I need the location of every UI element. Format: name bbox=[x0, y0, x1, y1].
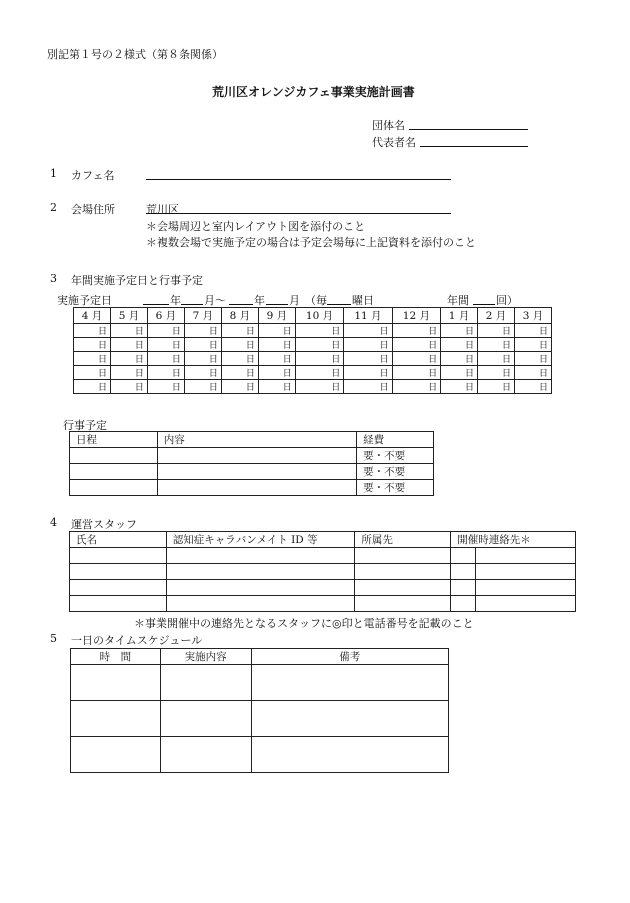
day-cell[interactable]: 日 bbox=[392, 324, 440, 338]
day-cell[interactable]: 日 bbox=[184, 380, 221, 394]
content-cell[interactable] bbox=[160, 701, 251, 737]
day-cell[interactable]: 日 bbox=[74, 324, 111, 338]
staff-cell[interactable] bbox=[476, 548, 576, 564]
staff-cell[interactable] bbox=[355, 596, 451, 612]
venue-address-value: 荒川区 bbox=[146, 203, 179, 216]
table-row bbox=[70, 596, 576, 612]
every-label: （毎 bbox=[305, 294, 327, 307]
day-cell[interactable]: 日 bbox=[441, 338, 478, 352]
day-cell[interactable]: 日 bbox=[221, 324, 258, 338]
staff-header-affiliation: 所属先 bbox=[355, 532, 451, 548]
venue-note-2: ＊複数会場で実施予定の場合は予定会場毎に上記資料を添付のこと bbox=[146, 236, 476, 249]
event-content-cell[interactable] bbox=[157, 480, 356, 496]
table-row bbox=[74, 380, 552, 394]
day-cell[interactable]: 日 bbox=[441, 352, 478, 366]
timetable-header-notes: 備考 bbox=[251, 649, 448, 665]
month-header: 12 月 bbox=[392, 308, 440, 324]
day-cell[interactable]: 日 bbox=[184, 338, 221, 352]
events-table bbox=[69, 431, 434, 496]
day-cell[interactable]: 日 bbox=[221, 352, 258, 366]
staff-cell[interactable] bbox=[355, 564, 451, 580]
content-cell[interactable] bbox=[160, 665, 251, 701]
section-2-number: 2 bbox=[50, 201, 57, 214]
day-cell[interactable]: 日 bbox=[258, 380, 295, 394]
day-cell[interactable]: 日 bbox=[478, 352, 515, 366]
cafe-name-field[interactable] bbox=[146, 179, 451, 180]
events-header-date: 日程 bbox=[70, 432, 158, 448]
table-row bbox=[74, 366, 552, 380]
table-row bbox=[70, 548, 576, 564]
time-cell[interactable] bbox=[71, 701, 161, 737]
timetable-label: 一日のタイムスケジュール bbox=[71, 634, 203, 647]
weekday-field[interactable] bbox=[327, 304, 351, 305]
day-cell[interactable]: 日 bbox=[221, 366, 258, 380]
day-cell[interactable]: 日 bbox=[515, 380, 552, 394]
table-row bbox=[70, 448, 434, 464]
month-header: 10 月 bbox=[295, 308, 343, 324]
day-cell[interactable]: 日 bbox=[344, 352, 392, 366]
table-row bbox=[70, 480, 434, 496]
day-cell[interactable]: 日 bbox=[478, 338, 515, 352]
day-cell[interactable]: 日 bbox=[344, 366, 392, 380]
section-3-number: 3 bbox=[50, 272, 57, 285]
staff-cell[interactable] bbox=[476, 564, 576, 580]
day-cell[interactable]: 日 bbox=[184, 366, 221, 380]
events-header-content: 内容 bbox=[157, 432, 356, 448]
day-cell[interactable]: 日 bbox=[344, 324, 392, 338]
month-unit: 月 bbox=[289, 294, 300, 307]
events-label: 行事予定 bbox=[63, 419, 107, 432]
end-year-field[interactable] bbox=[229, 304, 253, 305]
staff-cell[interactable] bbox=[476, 580, 576, 596]
timetable-header-content: 実施内容 bbox=[160, 649, 251, 665]
day-cell[interactable]: 日 bbox=[147, 366, 184, 380]
day-cell[interactable]: 日 bbox=[392, 338, 440, 352]
event-date-cell[interactable] bbox=[70, 464, 158, 480]
times-label: 回） bbox=[496, 294, 518, 307]
staff-header-id: 認知症キャラバンメイト ID 等 bbox=[166, 532, 355, 548]
staff-header-name: 氏名 bbox=[70, 532, 167, 548]
event-content-cell[interactable] bbox=[157, 448, 356, 464]
day-cell[interactable]: 日 bbox=[295, 352, 343, 366]
day-cell[interactable]: 日 bbox=[258, 324, 295, 338]
event-date-cell[interactable] bbox=[70, 448, 158, 464]
timetable bbox=[70, 648, 449, 773]
period-label: 実施予定日 bbox=[57, 294, 112, 307]
month-header: 7 月 bbox=[184, 308, 221, 324]
venue-address-field[interactable] bbox=[146, 213, 451, 214]
org-name-label: 団体名 bbox=[372, 119, 405, 132]
day-cell[interactable]: 日 bbox=[441, 366, 478, 380]
time-cell[interactable] bbox=[71, 737, 161, 773]
table-row bbox=[70, 580, 576, 596]
schedule-grid bbox=[73, 307, 552, 394]
staff-cell[interactable] bbox=[355, 580, 451, 596]
day-cell[interactable]: 日 bbox=[74, 352, 111, 366]
table-row bbox=[74, 352, 552, 366]
staff-table bbox=[69, 531, 576, 612]
month-header: 5 月 bbox=[110, 308, 147, 324]
start-year-field[interactable] bbox=[143, 304, 169, 305]
start-month-field[interactable] bbox=[181, 304, 203, 305]
venue-note-1: ＊会場周辺と室内レイアウト図を添付のこと bbox=[146, 220, 366, 233]
timetable-header-time: 時 間 bbox=[71, 649, 161, 665]
events-header-cost: 経費 bbox=[357, 432, 434, 448]
table-row bbox=[71, 737, 449, 773]
day-cell[interactable]: 日 bbox=[295, 366, 343, 380]
staff-cell[interactable] bbox=[70, 564, 167, 580]
notes-cell[interactable] bbox=[251, 665, 448, 701]
staff-header-contact: 開催時連絡先＊ bbox=[451, 532, 576, 548]
staff-cell[interactable] bbox=[451, 596, 476, 612]
day-cell[interactable]: 日 bbox=[258, 352, 295, 366]
event-cost-cell[interactable]: 要・不要 bbox=[357, 464, 434, 480]
staff-cell[interactable] bbox=[451, 548, 476, 564]
event-date-cell[interactable] bbox=[70, 480, 158, 496]
annual-count-field[interactable] bbox=[473, 304, 495, 305]
day-cell[interactable]: 日 bbox=[147, 380, 184, 394]
day-cell[interactable]: 日 bbox=[110, 366, 147, 380]
event-content-cell[interactable] bbox=[157, 464, 356, 480]
day-cell[interactable]: 日 bbox=[221, 338, 258, 352]
staff-cell[interactable] bbox=[70, 580, 167, 596]
notes-cell[interactable] bbox=[251, 701, 448, 737]
annual-label: 年間 bbox=[447, 294, 469, 307]
month-header: 9 月 bbox=[258, 308, 295, 324]
table-row bbox=[70, 464, 434, 480]
cafe-name-label: カフェ名 bbox=[71, 169, 115, 182]
day-cell[interactable]: 日 bbox=[295, 380, 343, 394]
day-cell[interactable]: 日 bbox=[441, 380, 478, 394]
staff-cell[interactable] bbox=[166, 564, 355, 580]
day-cell[interactable]: 日 bbox=[441, 324, 478, 338]
table-row bbox=[71, 665, 449, 701]
day-cell[interactable]: 日 bbox=[184, 352, 221, 366]
staff-note: ＊事業開催中の連絡先となるスタッフに◎印と電話番号を記載のこと bbox=[134, 617, 474, 630]
day-cell[interactable]: 日 bbox=[110, 338, 147, 352]
year-unit: 年 bbox=[170, 294, 181, 307]
day-cell[interactable]: 日 bbox=[110, 324, 147, 338]
day-cell[interactable]: 日 bbox=[184, 324, 221, 338]
day-cell[interactable]: 日 bbox=[110, 352, 147, 366]
staff-cell[interactable] bbox=[451, 580, 476, 596]
staff-cell[interactable] bbox=[451, 564, 476, 580]
staff-cell[interactable] bbox=[355, 548, 451, 564]
day-cell[interactable]: 日 bbox=[515, 324, 552, 338]
event-cost-cell[interactable]: 要・不要 bbox=[357, 448, 434, 464]
day-cell[interactable]: 日 bbox=[344, 338, 392, 352]
staff-label: 運営スタッフ bbox=[71, 518, 137, 531]
table-row bbox=[74, 338, 552, 352]
month-header: 3 月 bbox=[515, 308, 552, 324]
day-cell[interactable]: 日 bbox=[392, 380, 440, 394]
day-cell[interactable]: 日 bbox=[478, 366, 515, 380]
day-cell[interactable]: 日 bbox=[344, 380, 392, 394]
staff-cell[interactable] bbox=[476, 596, 576, 612]
month-header: 4 月 bbox=[74, 308, 111, 324]
day-cell[interactable]: 日 bbox=[392, 352, 440, 366]
day-cell[interactable]: 日 bbox=[74, 338, 111, 352]
content-cell[interactable] bbox=[160, 737, 251, 773]
day-cell[interactable]: 日 bbox=[515, 352, 552, 366]
table-row bbox=[74, 324, 552, 338]
org-name-field[interactable] bbox=[409, 129, 528, 130]
day-cell[interactable]: 日 bbox=[295, 338, 343, 352]
venue-address-label: 会場住所 bbox=[71, 203, 115, 216]
form-reference: 別記第１号の２様式（第８条関係） bbox=[47, 48, 223, 61]
day-cell[interactable]: 日 bbox=[392, 366, 440, 380]
table-row bbox=[71, 701, 449, 737]
day-cell[interactable]: 日 bbox=[221, 380, 258, 394]
day-cell[interactable]: 日 bbox=[147, 352, 184, 366]
day-cell[interactable]: 日 bbox=[258, 366, 295, 380]
month-header: 8 月 bbox=[221, 308, 258, 324]
representative-label: 代表者名 bbox=[372, 136, 416, 149]
staff-cell[interactable] bbox=[70, 596, 167, 612]
day-cell[interactable]: 日 bbox=[258, 338, 295, 352]
table-row bbox=[70, 564, 576, 580]
staff-cell[interactable] bbox=[166, 596, 355, 612]
staff-cell[interactable] bbox=[166, 580, 355, 596]
notes-cell[interactable] bbox=[251, 737, 448, 773]
day-cell[interactable]: 日 bbox=[295, 324, 343, 338]
event-cost-cell[interactable]: 要・不要 bbox=[357, 480, 434, 496]
annual-schedule-label: 年間実施予定日と行事予定 bbox=[71, 274, 203, 287]
staff-cell[interactable] bbox=[70, 548, 167, 564]
month-header: 2 月 bbox=[478, 308, 515, 324]
section-4-number: 4 bbox=[50, 516, 57, 529]
month-header-row bbox=[74, 308, 552, 324]
month-header: 6 月 bbox=[147, 308, 184, 324]
day-cell[interactable]: 日 bbox=[147, 338, 184, 352]
day-cell[interactable]: 日 bbox=[74, 380, 111, 394]
day-cell[interactable]: 日 bbox=[515, 366, 552, 380]
day-cell[interactable]: 日 bbox=[478, 380, 515, 394]
month-header: 1 月 bbox=[441, 308, 478, 324]
month-header: 11 月 bbox=[344, 308, 392, 324]
day-cell[interactable]: 日 bbox=[147, 324, 184, 338]
day-cell[interactable]: 日 bbox=[74, 366, 111, 380]
section-1-number: 1 bbox=[50, 167, 57, 180]
representative-field[interactable] bbox=[420, 146, 528, 147]
document-title: 荒川区オレンジカフェ事業実施計画書 bbox=[212, 85, 415, 99]
weekday-label: 曜日 bbox=[352, 294, 374, 307]
staff-cell[interactable] bbox=[166, 548, 355, 564]
end-month-field[interactable] bbox=[266, 304, 288, 305]
section-5-number: 5 bbox=[50, 632, 57, 645]
day-cell[interactable]: 日 bbox=[110, 380, 147, 394]
month-range-unit: 月～ bbox=[204, 294, 226, 307]
day-cell[interactable]: 日 bbox=[515, 338, 552, 352]
year-unit: 年 bbox=[254, 294, 265, 307]
time-cell[interactable] bbox=[71, 665, 161, 701]
day-cell[interactable]: 日 bbox=[478, 324, 515, 338]
